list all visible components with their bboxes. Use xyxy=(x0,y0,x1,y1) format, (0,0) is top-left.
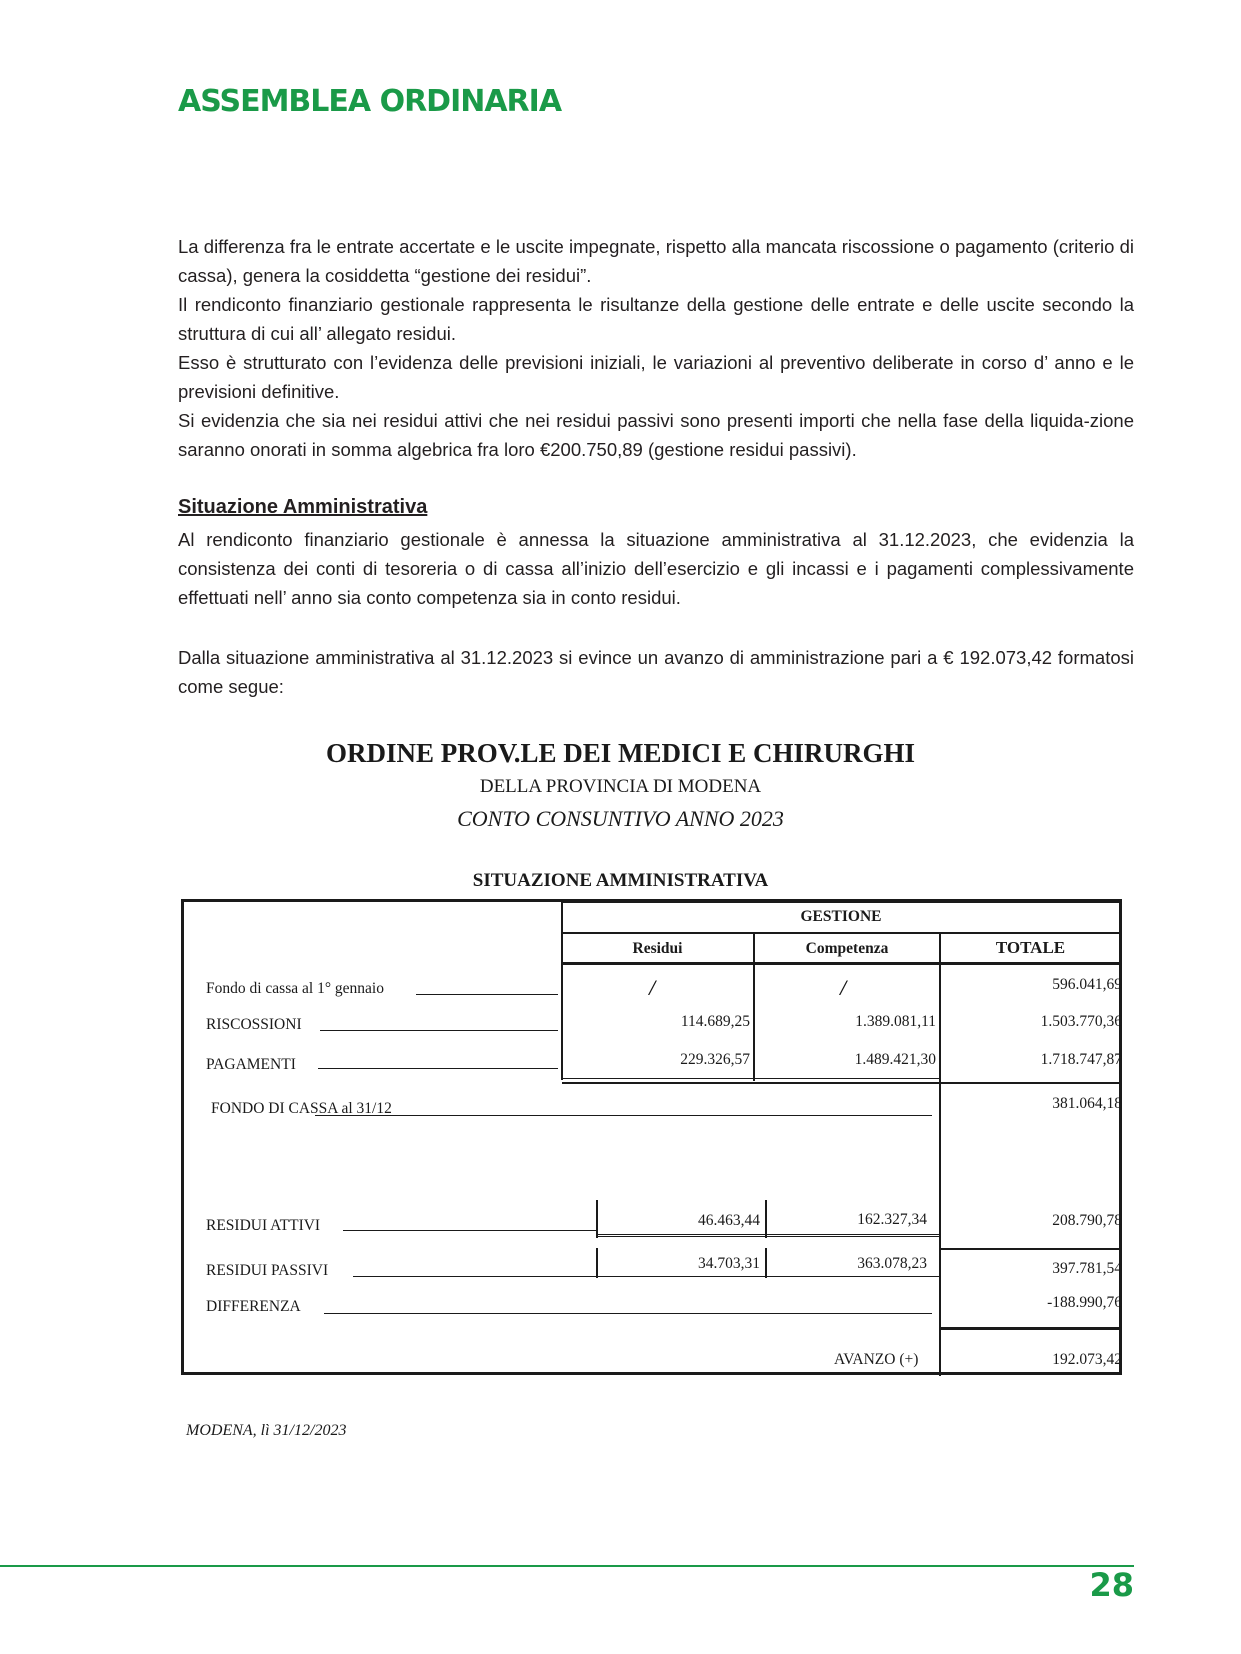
avanzo-totale: 192.073,42 xyxy=(1052,1351,1122,1368)
table-line xyxy=(940,1327,1120,1330)
residui-passivi-totale: 397.781,54 xyxy=(1052,1260,1122,1277)
intro-paragraph-1: La differenza fra le entrate accertate e le uscite impegnate, rispetto alla mancata riscossione o pagamento (criterio di cassa), genera la cosiddetta “gestione dei residui”. xyxy=(178,236,1134,286)
fondo-label: Fondo di cassa al 1° gennaio xyxy=(206,980,384,997)
org-subtitle: DELLA PROVINCIA DI MODENA xyxy=(479,776,762,797)
pagamenti-residui: 229.326,57 xyxy=(680,1051,750,1068)
riscossioni-totale: 1.503.770,36 xyxy=(1040,1013,1122,1030)
intro-paragraph-3: Esso è strutturato con l’evidenza delle previsioni iniziali, le variazioni al preventivo deliberate in corso d’ anno e le previsioni definitive. xyxy=(178,352,1134,402)
footer-divider xyxy=(0,1565,1134,1567)
riscossioni-residui: 114.689,25 xyxy=(680,1013,750,1030)
table-line xyxy=(343,1230,597,1231)
avanzo-text: Dalla situazione amministrativa al 31.12.2023 si evince un avanzo di amministrazione pari a € 192.073,42 formatosi come segue: xyxy=(178,647,1134,697)
table-line xyxy=(596,1276,941,1277)
avanzo-paragraph xyxy=(178,643,1134,701)
page-number: 28 xyxy=(1089,1566,1134,1604)
table-line xyxy=(353,1276,597,1277)
table-line xyxy=(315,1115,932,1116)
differenza-totale: -188.990,76 xyxy=(1047,1294,1122,1311)
pagamenti-totale: 1.718.747,87 xyxy=(1040,1051,1122,1068)
section-title: Situazione Amministrativa xyxy=(178,496,428,518)
table-line xyxy=(596,1236,941,1237)
table-title: SITUAZIONE AMMINISTRATIVA xyxy=(472,870,769,891)
intro-paragraph-4: Si evidenzia che sia nei residui attivi che nei residui passivi sono presenti importi che nella fase della liquida-zione saranno onorati in somma algebrica fra loro €200.750,89 (gestione residui passivi). xyxy=(178,410,1134,460)
residui-attivi-label: RESIDUI ATTIVI xyxy=(206,1217,321,1234)
table-line xyxy=(416,994,558,995)
org-title: ORDINE PROV.LE DEI MEDICI E CHIRURGHI xyxy=(325,738,916,768)
pagamenti-competenza: 1.489.421,30 xyxy=(854,1051,936,1068)
intro-paragraph-2: Il rendiconto finanziario gestionale rappresenta le risultanze della gestione delle entrate e delle uscite secondo la struttura di cui all’ allegato residui. xyxy=(178,294,1134,344)
header-competenza: Competenza xyxy=(805,940,889,957)
fondo-cassa-3112-label: FONDO DI CASSA al 31/12 xyxy=(211,1100,392,1117)
header-totale: TOTALE xyxy=(995,938,1066,957)
table-line xyxy=(940,1248,1120,1250)
header-gestione: GESTIONE xyxy=(800,908,882,925)
table-line xyxy=(940,1372,1120,1373)
avanzo-label: AVANZO (+) xyxy=(834,1351,919,1368)
table-line xyxy=(562,1082,1120,1084)
differenza-label: DIFFERENZA xyxy=(206,1298,301,1315)
pagamenti-label: PAGAMENTI xyxy=(206,1056,296,1073)
dateline: MODENA, lì 31/12/2023 xyxy=(186,1422,347,1439)
residui-attivi-competenza: 162.327,34 xyxy=(857,1211,927,1228)
fondo-totale: 596.041,69 xyxy=(1052,976,1122,993)
fondo-cassa-3112-totale: 381.064,18 xyxy=(1052,1095,1122,1112)
table-line xyxy=(562,901,1120,903)
table-line xyxy=(324,1313,932,1314)
section-text: Al rendiconto finanziario gestionale è annessa la situazione amministrativa al 31.12.2023, che evidenzia la consistenza dei conti di tesoreria o di cassa all’inizio dell’esercizio e gli incassi e i pagamenti complessivamente effettuati nell’ anno sia conto competenza sia in conto residui. xyxy=(178,529,1134,608)
table-line xyxy=(562,962,1120,965)
residui-passivi-residui: 34.703,31 xyxy=(698,1255,760,1272)
residui-attivi-residui: 46.463,44 xyxy=(698,1212,760,1229)
residui-attivi-totale: 208.790,78 xyxy=(1052,1212,1122,1229)
header-residui: Residui xyxy=(632,940,683,957)
table-line xyxy=(562,1078,940,1079)
conto-title: CONTO CONSUNTIVO ANNO 2023 xyxy=(457,806,784,831)
residui-passivi-competenza: 363.078,23 xyxy=(857,1255,927,1272)
riscossioni-label: RISCOSSIONI xyxy=(206,1016,302,1033)
table-line xyxy=(320,1030,558,1031)
page-heading: ASSEMBLEA ORDINARIA xyxy=(178,84,562,119)
intro-text xyxy=(178,232,1134,464)
residui-passivi-label: RESIDUI PASSIVI xyxy=(206,1262,329,1279)
riscossioni-competenza: 1.389.081,11 xyxy=(855,1013,936,1030)
section-paragraph xyxy=(178,525,1134,612)
table-line xyxy=(318,1068,558,1069)
table-line xyxy=(596,1234,941,1235)
table-line xyxy=(562,932,1120,934)
